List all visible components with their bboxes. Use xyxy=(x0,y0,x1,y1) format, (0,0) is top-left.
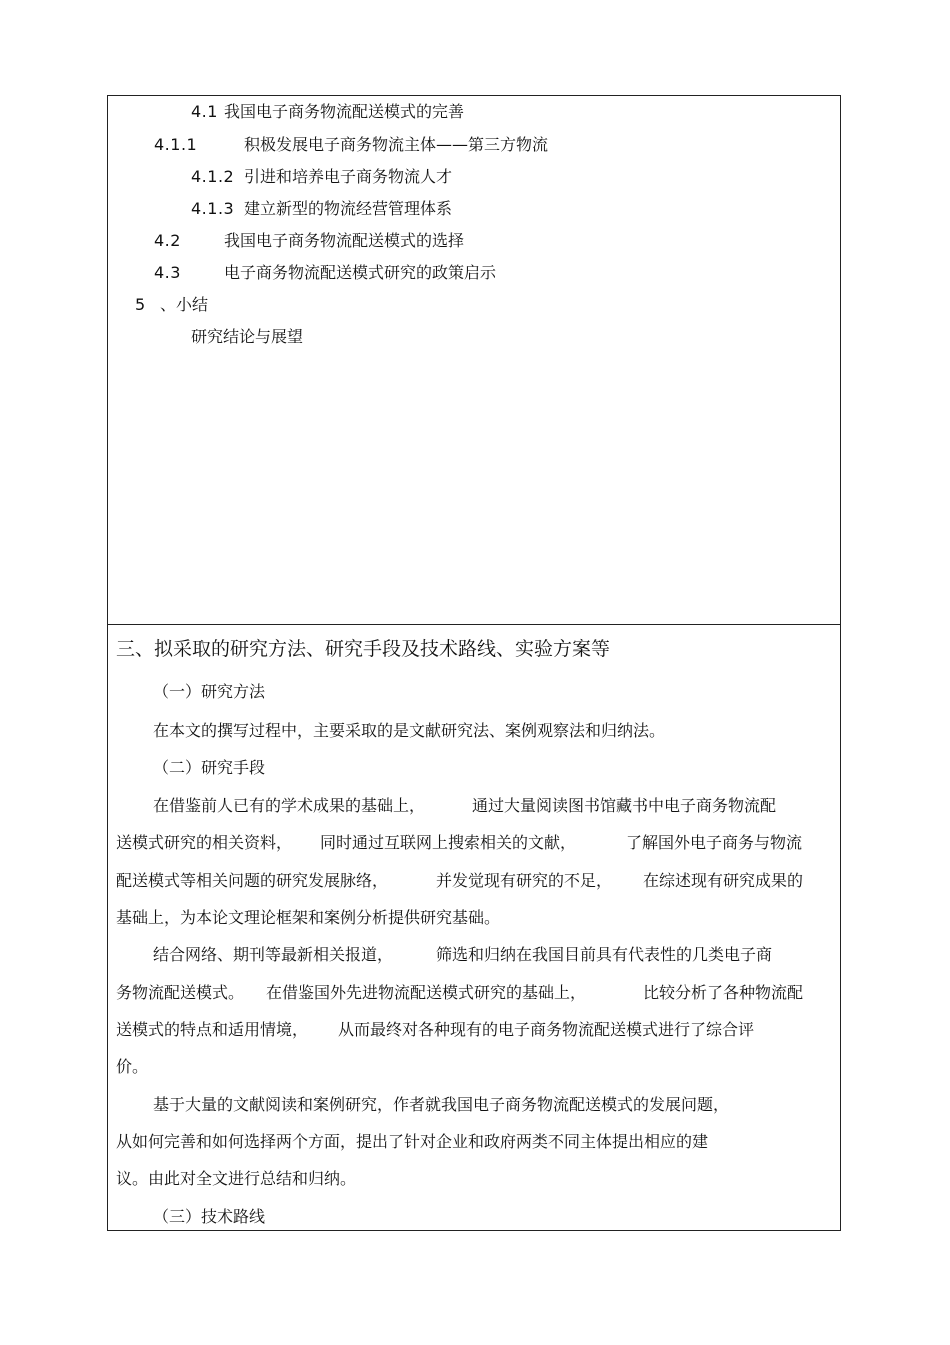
paragraph-3-line-2b: 在借鉴国外先进物流配送模式研究的基础上， xyxy=(266,983,587,1002)
paragraph-2-line-2a: 送模式研究的相关资料， xyxy=(116,833,293,852)
paragraph-4-line-3: 议。由此对全文进行总结和归纳。 xyxy=(116,1169,357,1188)
paragraph-2-line-3a: 配送模式等相关问题的研究发展脉络， xyxy=(116,871,389,890)
paragraph-2-line-3c: 在综述现有研究成果的 xyxy=(643,871,804,890)
toc-5-title: 、小结 xyxy=(160,295,209,314)
toc-4-1-title: 我国电子商务物流配送模式的完善 xyxy=(224,102,465,121)
toc-4-1-1-number: 4.1.1 xyxy=(154,135,198,154)
section-3-heading: 三、拟采取的研究方法、研究手段及技术路线、实验方案等 xyxy=(116,638,611,660)
subheading-technical-route: （三）技术路线 xyxy=(153,1207,266,1226)
paragraph-3-line-2a: 务物流配送模式。 xyxy=(116,983,245,1002)
toc-4-2-number: 4.2 xyxy=(154,231,181,250)
toc-4-1-1-title: 积极发展电子商务物流主体——第三方物流 xyxy=(244,135,549,154)
subheading-research-means: （二）研究手段 xyxy=(153,758,266,777)
toc-4-1-2-number: 4.1.2 xyxy=(191,167,235,186)
paragraph-research-method: 在本文的撰写过程中，主要采取的是文献研究法、案例观察法和归纳法。 xyxy=(153,721,666,740)
paragraph-2-line-1a: 在借鉴前人已有的学术成果的基础上， xyxy=(153,796,426,815)
subheading-research-method: （一）研究方法 xyxy=(153,682,266,701)
row-divider xyxy=(107,624,841,625)
paragraph-3-line-1a: 结合网络、期刊等最新相关报道， xyxy=(153,945,394,964)
toc-4-1-2-title: 引进和培养电子商务物流人才 xyxy=(244,167,453,186)
toc-5-subtitle: 研究结论与展望 xyxy=(191,327,304,346)
paragraph-2-line-4: 基础上，为本论文理论框架和案例分析提供研究基础。 xyxy=(116,908,501,927)
toc-4-2-title: 我国电子商务物流配送模式的选择 xyxy=(224,231,465,250)
toc-4-1-number: 4.1 xyxy=(191,102,218,121)
paragraph-2-line-3b: 并发觉现有研究的不足， xyxy=(436,871,613,890)
paragraph-3-line-3b: 从而最终对各种现有的电子商务物流配送模式进行了综合评 xyxy=(338,1020,755,1039)
toc-4-3-number: 4.3 xyxy=(154,263,181,282)
paragraph-3-line-2c: 比较分析了各种物流配 xyxy=(643,983,804,1002)
paragraph-4-line-1: 基于大量的文献阅读和案例研究，作者就我国电子商务物流配送模式的发展问题， xyxy=(153,1095,730,1114)
paragraph-2-line-2b: 同时通过互联网上搜索相关的文献， xyxy=(320,833,577,852)
toc-4-1-3-number: 4.1.3 xyxy=(191,199,235,218)
paragraph-4-line-2: 从如何完善和如何选择两个方面，提出了针对企业和政府两类不同主体提出相应的建 xyxy=(116,1132,709,1151)
toc-4-3-title: 电子商务物流配送模式研究的政策启示 xyxy=(224,263,497,282)
paragraph-2-line-2c: 了解国外电子商务与物流 xyxy=(626,833,803,852)
paragraph-3-line-3a: 送模式的特点和适用情境， xyxy=(116,1020,309,1039)
toc-5-number: 5 xyxy=(135,295,146,314)
toc-4-1-3-title: 建立新型的物流经营管理体系 xyxy=(244,199,453,218)
paragraph-3-line-1b: 筛选和归纳在我国目前具有代表性的几类电子商 xyxy=(436,945,773,964)
paragraph-3-line-4: 价。 xyxy=(116,1057,149,1076)
paragraph-2-line-1b: 通过大量阅读图书馆藏书中电子商务物流配 xyxy=(472,796,777,815)
